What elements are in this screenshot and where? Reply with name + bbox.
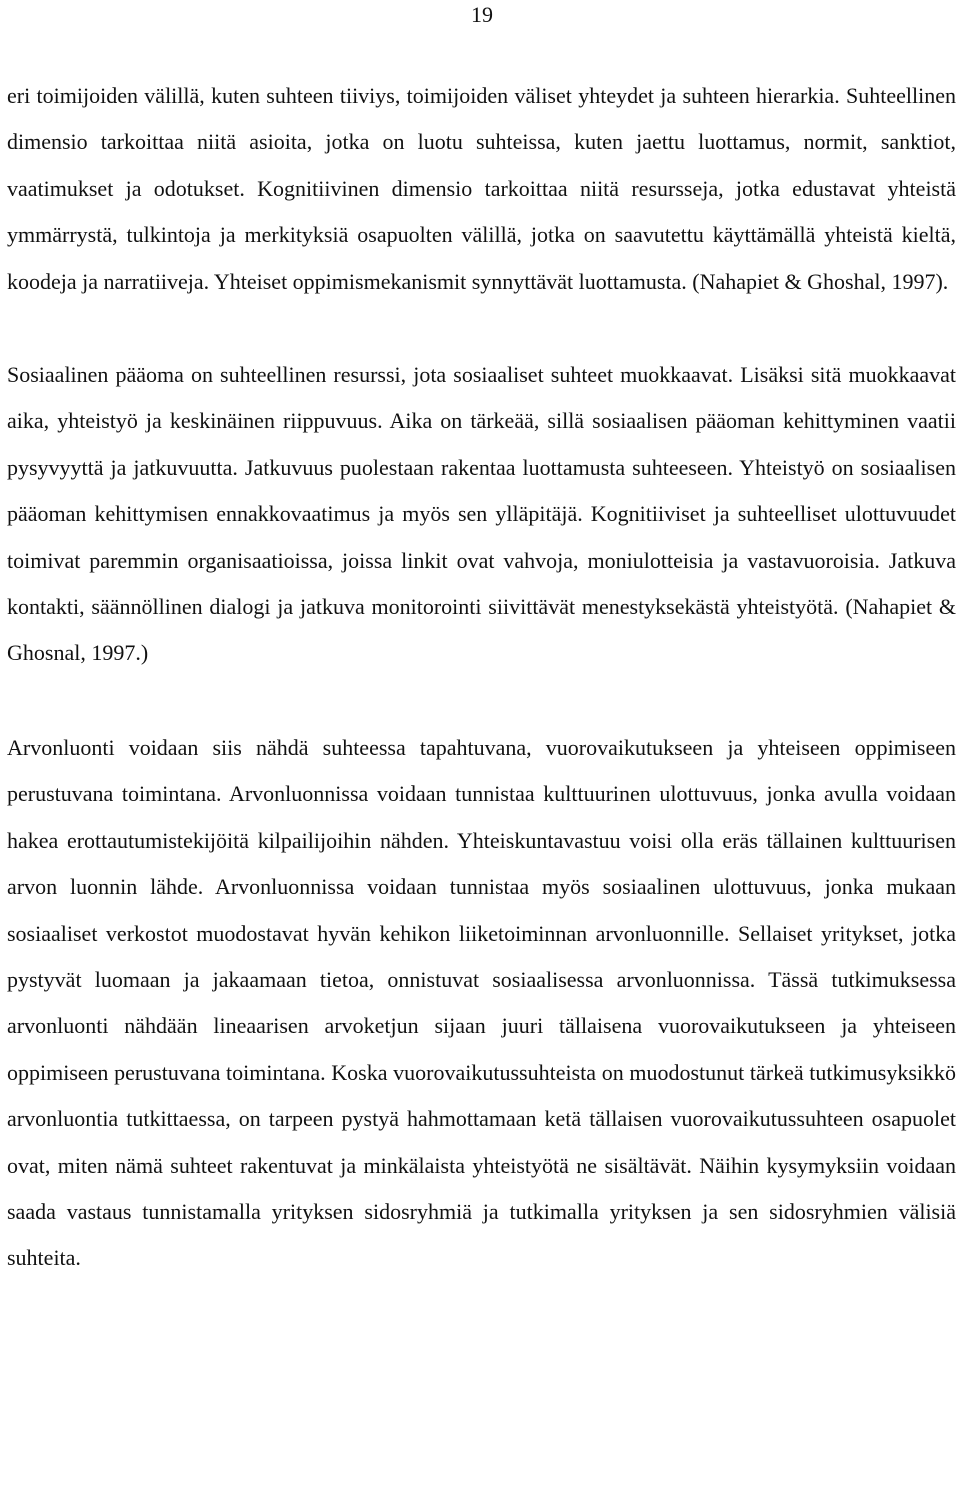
paragraph-social-capital: Sosiaalinen pääoma on suhteellinen resurssi, jota sosiaaliset suhteet muokkaavat. Lisäksi sitä muokkaavat aika, yhteistyö ja keskinäinen riippuvuus. Aika on tärkeää, sillä sosiaalisen pääoman kehittyminen vaatii pysyvyyttä ja jatkuvuutta. Jatkuvuus puolestaan rakentaa luottamusta suhteeseen. Yhteistyö on sosiaalisen pääoman kehittymisen ennakkovaatimus ja myös sen ylläpitäjä. Kognitiiviset ja suhteelliset ulottuvuudet toimivat paremmin organisaatioissa, joissa linkit ovat vahvoja, moniulotteisia ja vastavuoroisia. Jatkuva kontakti, säännöllinen dialogi ja jatkuva monitorointi siivittävät menestyksekästä yhteistyötä. (Nahapiet & Ghosnal, 1997.) [7,362,956,666]
page-number: 19 [471,2,493,27]
paragraph-dimensions: eri toimijoiden välillä, kuten suhteen tiiviys, toimijoiden väliset yhteydet ja suhteen hierarkia. Suhteellinen dimensio tarkoittaa niitä asioita, jotka on luotu suhteissa, kuten jaettu luottamus, normit, sanktiot, vaatimukset ja odotukset. Kognitiivinen dimensio tarkoittaa niitä resursseja, jotka edustavat yhteistä ymmärrystä, tulkintoja ja merkityksiä osapuolten välillä, jotka on saavutettu käyttämällä yhteistä kieltä, koodeja ja narratiiveja. Yhteiset oppimismekanismit synnyttävät luottamusta. (Nahapiet & Ghoshal, 1997). [7,83,956,294]
paragraph-value-creation: Arvonluonti voidaan siis nähdä suhteessa tapahtuvana, vuorovaikutukseen ja yhteiseen oppimiseen perustuvana toimintana. Arvonluonnissa voidaan tunnistaa kulttuurinen ulottuvuus, jonka avulla voidaan hakea erottautumistekijöitä kilpailijoihin nähden. Yhteiskuntavastuu voisi olla eräs tällainen kulttuurisen arvon luonnin lähde. Arvonluonnissa voidaan tunnistaa myös sosiaalinen ulottuvuus, jonka mukaan sosiaaliset verkostot muodostavat hyvän kehikon liiketoiminnan arvonluonnille. Sellaiset yritykset, jotka pystyvät luomaan ja jakaamaan tietoa, onnistuvat sosiaalisessa arvonluonnissa. Tässä tutkimuksessa arvonluonti nähdään lineaarisen arvoketjun sijaan juuri tällaisena vuorovaikutukseen ja yhteiseen oppimiseen perustuvana toimintana. Koska vuorovaikutussuhteista on muodostunut tärkeä tutkimusyksikkö arvonluontia tutkittaessa, on tarpeen pystyä hahmottamaan ketä tällaisen vuorovaikutussuhteen osapuolet ovat, miten nämä suhteet rakentuvat ja minkälaista yhteistyötä ne sisältävät. Näihin kysymyksiin voidaan saada vastaus tunnistamalla yrityksen sidosryhmiä ja tutkimalla yrityksen ja sen sidosryhmien välisiä suhteita. [7,734,956,1271]
document-body [7,73,956,1282]
